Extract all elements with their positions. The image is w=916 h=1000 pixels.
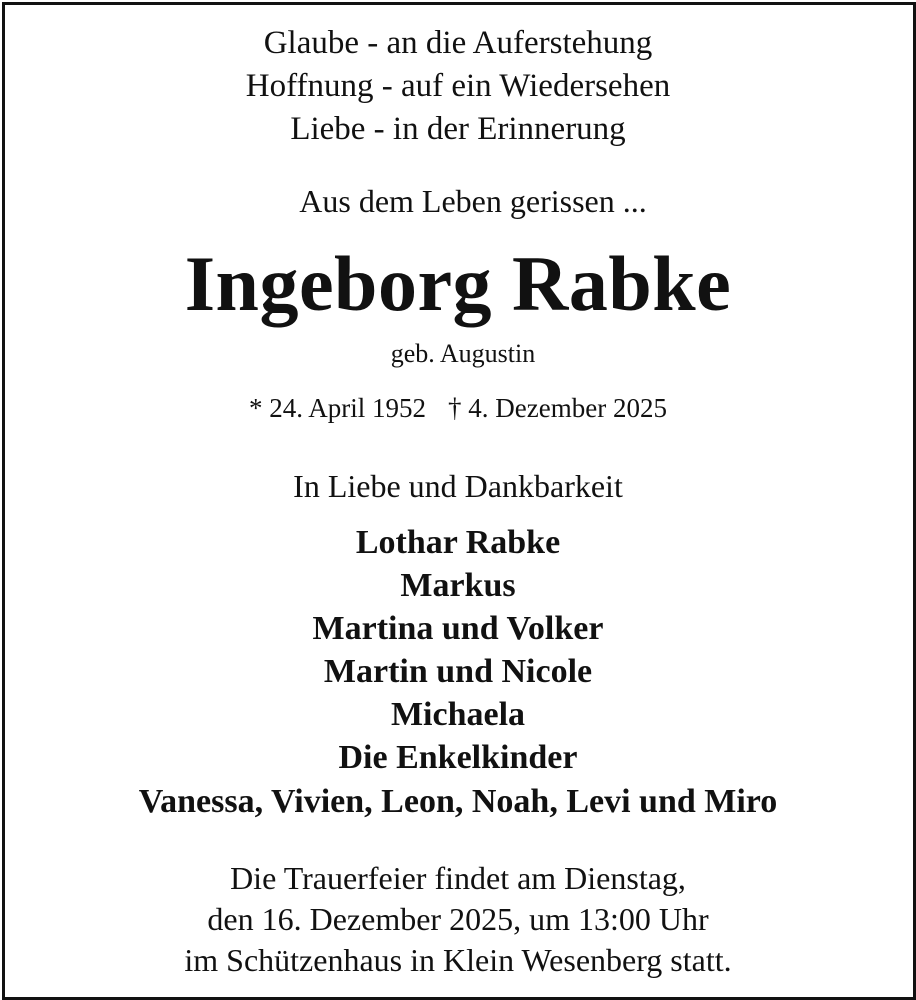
intro-text: Aus dem Leben gerissen ... (299, 183, 647, 219)
grandchildren-names: Vanessa, Vivien, Leon, Noah, Levi und Miro (138, 783, 778, 820)
motto-line-faith: Glaube - an die Auferstehung (263, 25, 653, 61)
mourner-name: Martin und Nicole (323, 653, 593, 690)
grandchildren-heading: Die Enkelkinder (338, 739, 578, 776)
service-line-place: im Schützenhaus in Klein Wesenberg statt. (184, 942, 732, 978)
motto-line-love: Liebe - in der Erinnerung (290, 111, 626, 147)
death-date: † 4. Dezember 2025 (448, 393, 667, 423)
mourner-name: Michaela (390, 696, 526, 733)
thanks-line: In Liebe und Dankbarkeit (293, 468, 623, 504)
birth-name: geb. Augustin (390, 339, 536, 368)
motto-line-hope: Hoffnung - auf ein Wiedersehen (245, 68, 671, 104)
deceased-name: Ingeborg Rabke (184, 240, 732, 327)
mourner-name: Markus (400, 567, 516, 604)
mourner-name: Martina und Volker (312, 610, 604, 647)
mourner-name: Lothar Rabke (355, 524, 561, 561)
service-line-day: Die Trauerfeier findet am Dienstag, (230, 860, 686, 896)
birth-date: * 24. April 1952 (249, 393, 427, 423)
life-dates (0, 395, 916, 422)
service-line-date: den 16. Dezember 2025, um 13:00 Uhr (207, 901, 709, 937)
